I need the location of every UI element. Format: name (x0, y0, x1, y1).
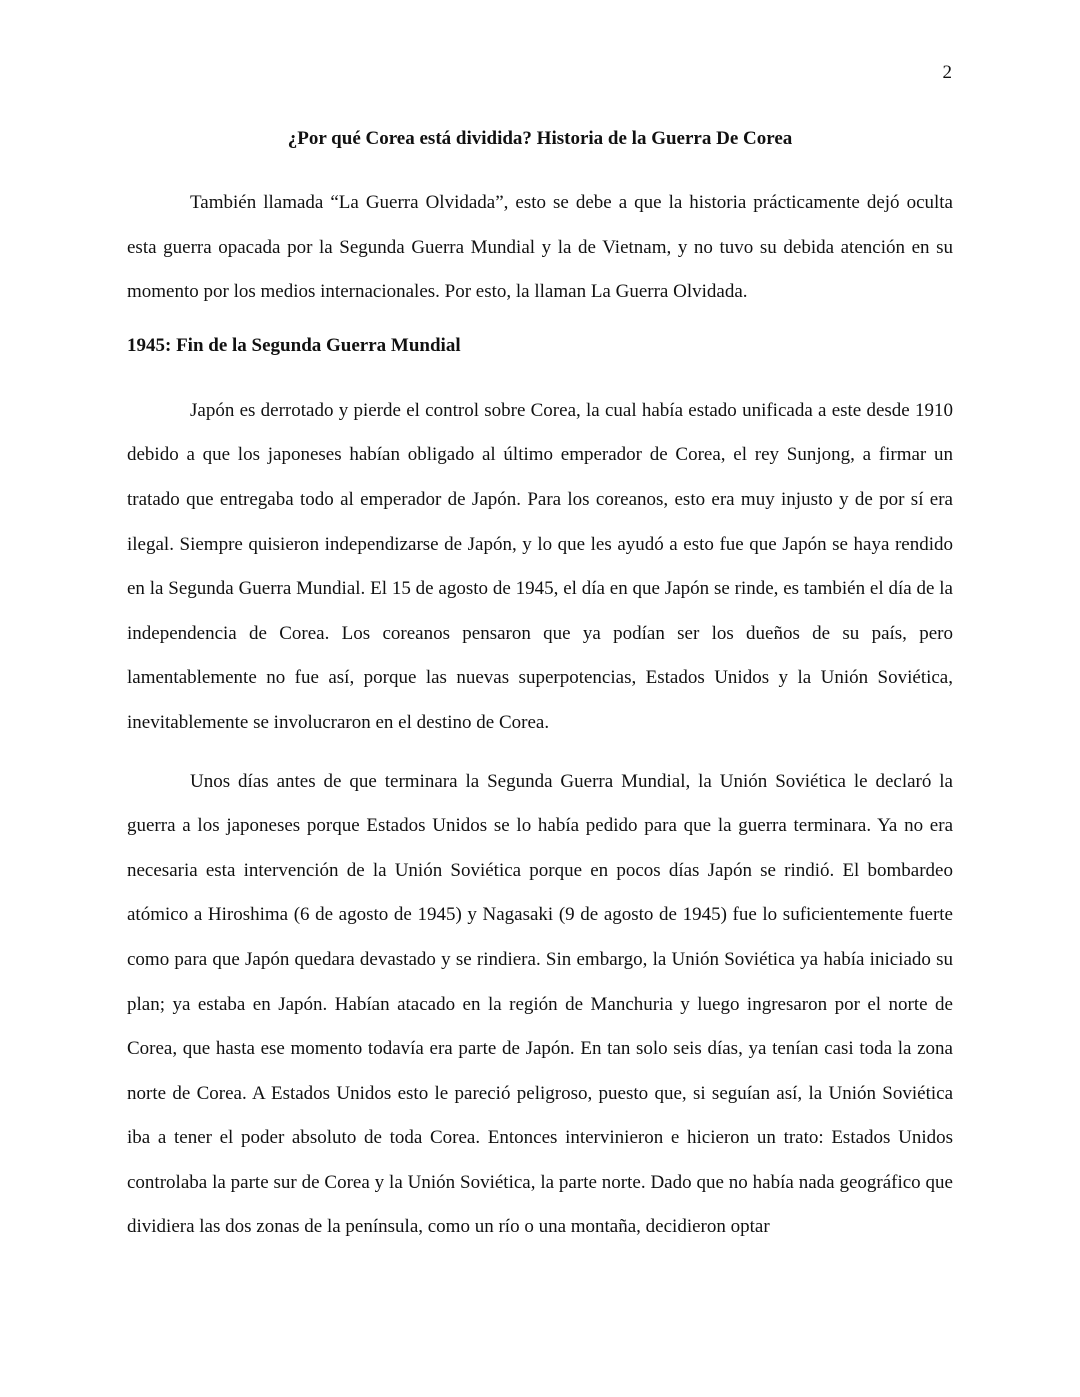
body-paragraph-2: Unos días antes de que terminara la Segunda Guerra Mundial, la Unión Soviética le declaró la guerra a los japoneses porque Estados Unidos se lo había pedido para que la guerra terminara. Ya no era necesaria esta intervención de la Unión Soviética porque en pocos días Japón se rindió. El bombardeo atómico a Hiroshima (6 de agosto de 1945) y Nagasaki (9 de agosto de 1945) fue lo suficientemente fuerte como para que Japón quedara devastado y se rindiera. Sin embargo, la Unión Soviética ya había iniciado su plan; ya estaba en Japón. Habían atacado en la región de Manchuria y luego ingresaron por el norte de Corea, que hasta ese momento todavía era parte de Japón. En tan solo seis días, ya tenían casi toda la zona norte de Corea. A Estados Unidos esto le pareció peligroso, puesto que, si seguían así, la Unión Soviética iba a tener el poder absoluto de toda Corea. Entonces intervinieron e hicieron un trato: Estados Unidos controlaba la parte sur de Corea y la Unión Soviética, la parte norte. Dado que no había nada geográfico que dividiera las dos zonas de la península, como un río o una montaña, decidieron optar (127, 770, 953, 1238)
document-title: ¿Por qué Corea está dividida? Historia de la Guerra De Corea (287, 128, 793, 149)
document-body (127, 122, 953, 1250)
section-heading: 1945: Fin de la Segunda Guerra Mundial (127, 334, 461, 356)
body-paragraph-1: Japón es derrotado y pierde el control sobre Corea, la cual había estado unificada a este desde 1910 debido a que los japoneses habían obligado al último emperador de Corea, el rey Sunjong, a firmar un tratado que entregaba todo al emperador de Japón. Para los coreanos, esto era muy injusto y de por sí era ilegal. Siempre quisieron independizarse de Japón, y lo que les ayudó a esto fue que Japón se haya rendido en la Segunda Guerra Mundial. El 15 de agosto de 1945, el día en que Japón se rinde, es también el día de la independencia de Corea. Los coreanos pensaron que ya podían ser los dueños de su país, pero lamentablemente no fue así, porque las nuevas superpotencias, Estados Unidos y la Unión Soviética, inevitablemente se involucraron en el destino de Corea. (127, 399, 953, 733)
intro-paragraph: También llamada “La Guerra Olvidada”, esto se debe a que la historia prácticamente dejó oculta esta guerra opacada por la Segunda Guerra Mundial y la de Vietnam, y no tuvo su debida atención en su momento por los medios internacionales. Por esto, la llaman La Guerra Olvidada. (127, 192, 953, 303)
page-number: 2 (942, 62, 952, 83)
